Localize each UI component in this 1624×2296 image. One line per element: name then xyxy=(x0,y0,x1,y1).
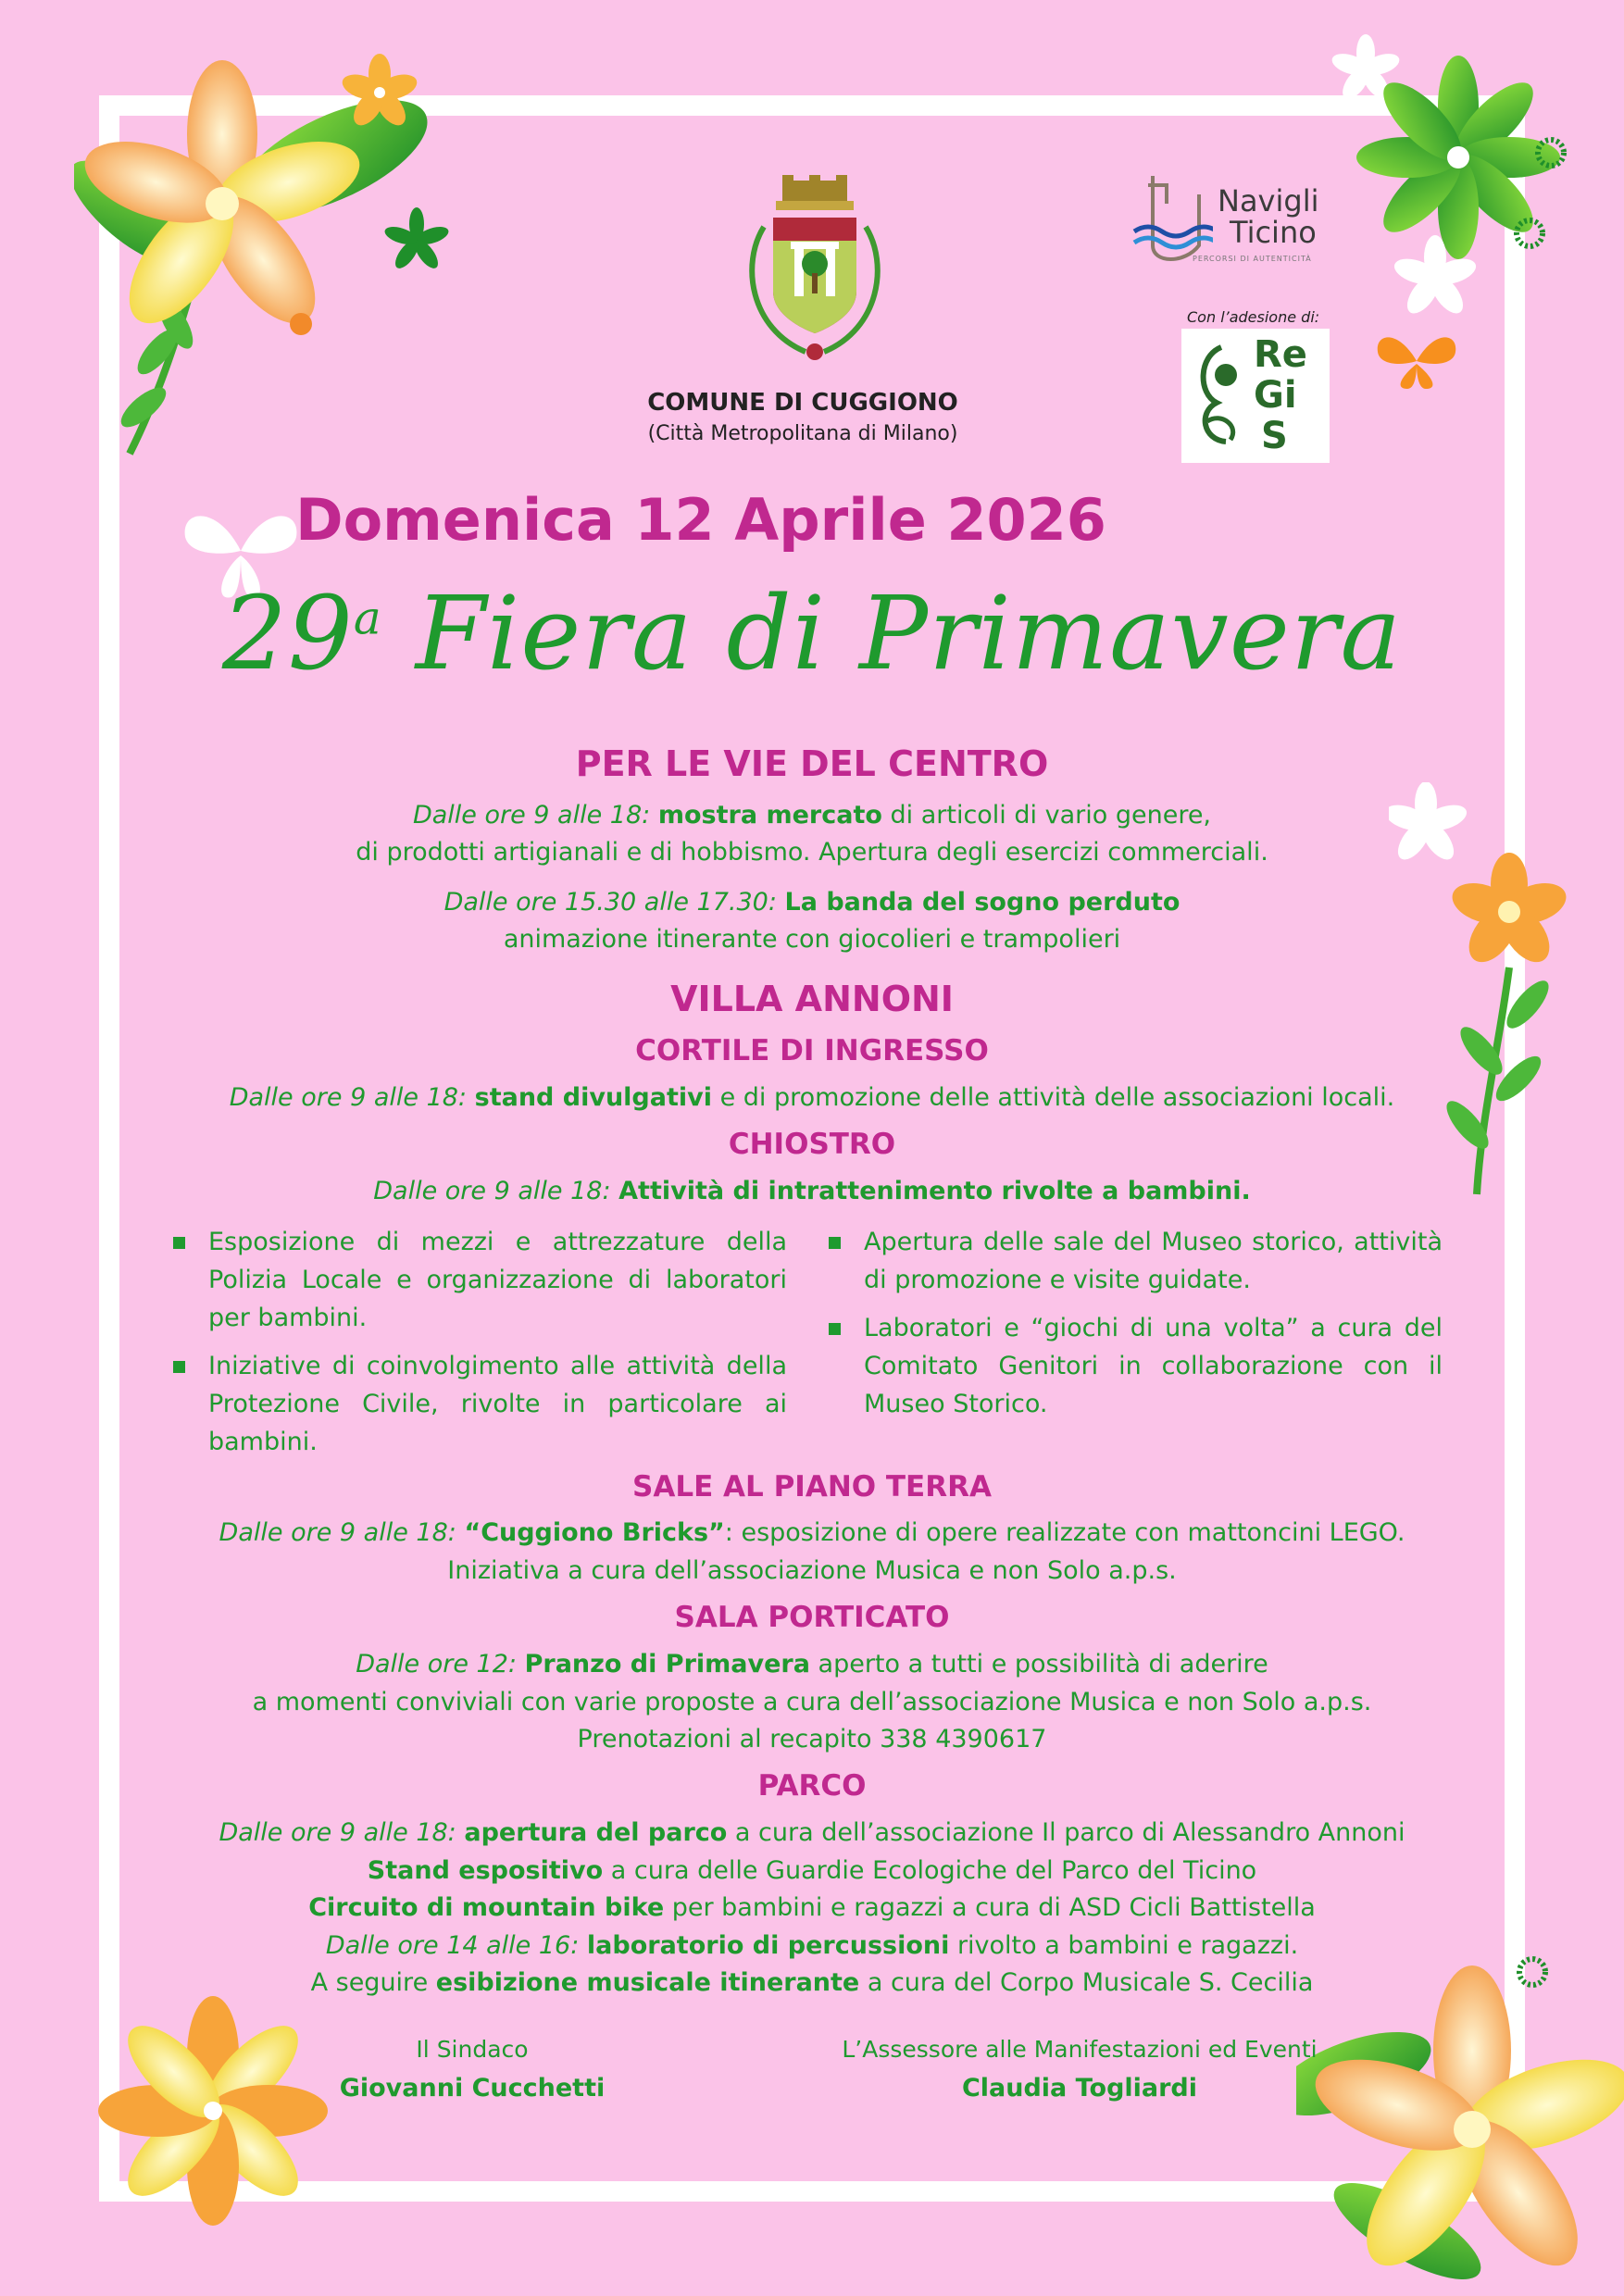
centro-rest-1: di articoli di vario genere, xyxy=(881,801,1212,830)
navigli-ticino-logo xyxy=(1130,167,1352,282)
event-title xyxy=(0,574,1624,693)
centro-line-4: animazione itinerante con giocolieri e trampolieri xyxy=(503,925,1121,954)
flower-top-right-icon xyxy=(1315,28,1611,343)
centro-time-3: Dalle ore 15.30 alle 17.30: xyxy=(443,888,777,917)
porticato-bold: Pranzo di Primavera xyxy=(524,1650,810,1678)
chiostro-time: Dalle ore 9 alle 18: xyxy=(373,1177,611,1205)
parco-line-3 xyxy=(0,1890,1624,1927)
municipality-name: COMUNE DI CUGGIONO xyxy=(647,389,958,417)
bullet-right-2-text: Laboratori e “giochi di una volta” a cura del Comitato Genitori in collaborazione con il Museo Storico. xyxy=(864,1314,1443,1418)
parco-bold-3: Circuito di mountain bike xyxy=(308,1893,665,1922)
chiostro-line xyxy=(0,1173,1624,1210)
bullet-left-2 xyxy=(208,1347,787,1461)
subheading-cortile: CORTILE DI INGRESSO xyxy=(635,1034,989,1067)
bullet-right-2 xyxy=(864,1309,1443,1423)
regis-re: Re xyxy=(1254,333,1307,376)
centro-line-3 xyxy=(0,884,1624,921)
adhesion-label: Con l’adesione di: xyxy=(1187,308,1320,326)
parco-bold-5: esibizione musicale itinerante xyxy=(435,1968,860,1997)
subheading-chiostro: CHIOSTRO xyxy=(728,1128,896,1161)
parco-pre-5: A seguire xyxy=(310,1968,436,1997)
signature-left-role: Il Sindaco xyxy=(416,2036,529,2063)
parco-bold-4: laboratorio di percussioni xyxy=(586,1931,950,1960)
parco-rest-3: per bambini e ragazzi a cura di ASD Cicli Battistella xyxy=(664,1893,1316,1922)
regis-s: S xyxy=(1261,415,1288,457)
cortile-line xyxy=(0,1079,1624,1117)
sale-bold: “Cuggiono Bricks” xyxy=(464,1518,725,1547)
regis-logo xyxy=(1181,329,1330,463)
chiostro-bold: Attività di intrattenimento rivolte a bambini. xyxy=(618,1177,1251,1205)
sale-line-2: Iniziativa a cura dell’associazione Musica e non Solo a.p.s. xyxy=(447,1556,1177,1585)
title-ordinal: a xyxy=(353,591,382,645)
parco-rest-5: a cura del Corpo Musicale S. Cecilia xyxy=(859,1968,1314,1997)
centro-bold-1: mostra mercato xyxy=(657,801,882,830)
ticino-label: Ticino xyxy=(1230,215,1317,250)
navigli-label: Navigli xyxy=(1218,183,1319,218)
subheading-sale: SALE AL PIANO TERRA xyxy=(632,1470,992,1504)
porticato-line-1 xyxy=(0,1646,1624,1683)
porticato-time: Dalle ore 12: xyxy=(356,1650,517,1678)
centro-time-1: Dalle ore 9 alle 18: xyxy=(412,801,651,830)
signature-left-name: Giovanni Cucchetti xyxy=(339,2074,606,2103)
signature-right-role: L’Assessore alle Manifestazioni ed Eventi xyxy=(842,2036,1318,2063)
subheading-parco: PARCO xyxy=(757,1769,867,1803)
event-date: Domenica 12 Aprile 2026 xyxy=(295,486,1106,554)
parco-line-5 xyxy=(0,1965,1624,2002)
navigli-tagline: PERCORSI DI AUTENTICITÀ xyxy=(1193,255,1312,263)
parco-rest-2: a cura delle Guardie Ecologiche del Parco del Ticino xyxy=(603,1856,1257,1885)
bullet-square-icon xyxy=(829,1237,841,1249)
parco-time-1: Dalle ore 9 alle 18: xyxy=(219,1818,456,1847)
parco-rest-4: rivolto a bambini e ragazzi. xyxy=(949,1931,1299,1960)
subheading-porticato: SALA PORTICATO xyxy=(674,1601,950,1634)
sale-time: Dalle ore 9 alle 18: xyxy=(219,1518,456,1547)
cortile-rest: e di promozione delle attività delle associazioni locali. xyxy=(712,1083,1395,1112)
parco-line-2 xyxy=(0,1853,1624,1890)
flower-bottom-left-icon xyxy=(93,1990,333,2231)
regis-gi: Gi xyxy=(1254,374,1297,417)
title-name: Fiera di Primavera xyxy=(415,574,1403,693)
bullet-right-1-text: Apertura delle sale del Museo storico, attività di promozione e visite guidate. xyxy=(864,1228,1443,1294)
cortile-time: Dalle ore 9 alle 18: xyxy=(229,1083,468,1112)
sale-rest: : esposizione di opere realizzate con mattoncini LEGO. xyxy=(724,1518,1405,1547)
section-heading-villa: VILLA ANNONI xyxy=(670,979,954,1019)
parco-bold-1: apertura del parco xyxy=(464,1818,728,1847)
section-heading-centro: PER LE VIE DEL CENTRO xyxy=(575,743,1049,784)
porticato-rest: aperto a tutti e possibilità di aderire xyxy=(809,1650,1268,1678)
bullet-left-2-text: Iniziative di coinvolgimento alle attività della Protezione Civile, rivolte in particolare ai bambini. xyxy=(208,1352,787,1456)
centro-line-1 xyxy=(0,797,1624,834)
bullet-square-icon xyxy=(173,1361,185,1373)
sale-line-1 xyxy=(0,1515,1624,1552)
signature-right-name: Claudia Togliardi xyxy=(961,2074,1198,2103)
porticato-line-2: a momenti conviviali con varie proposte a cura dell’associazione Musica e non Solo a.p.s. xyxy=(252,1688,1372,1716)
porticato-line-3: Prenotazioni al recapito 338 4390617 xyxy=(577,1725,1047,1753)
bullet-left-1-text: Esposizione di mezzi e attrezzature della Polizia Locale e organizzazione di laboratori per bambini. xyxy=(208,1228,787,1332)
regis-emblem-icon xyxy=(1189,338,1254,449)
parco-bold-2: Stand espositivo xyxy=(367,1856,604,1885)
parco-rest-1: a cura dell’associazione Il parco di Alessandro Annoni xyxy=(727,1818,1405,1847)
title-number: 29 xyxy=(221,574,354,693)
bullet-square-icon xyxy=(829,1323,841,1335)
bullet-left-1 xyxy=(208,1223,787,1337)
butterfly-orange-icon xyxy=(1370,329,1463,393)
cortile-bold: stand divulgativi xyxy=(474,1083,712,1112)
coat-of-arms-icon xyxy=(722,171,907,370)
municipality-subtitle: (Città Metropolitana di Milano) xyxy=(647,422,958,445)
parco-line-1 xyxy=(0,1815,1624,1852)
centro-bold-3: La banda del sogno perduto xyxy=(784,888,1181,917)
parco-time-4: Dalle ore 14 alle 16: xyxy=(325,1931,580,1960)
bullet-square-icon xyxy=(173,1237,185,1249)
bullet-right-1 xyxy=(864,1223,1443,1299)
parco-line-4 xyxy=(0,1928,1624,1965)
centro-line-2: di prodotti artigianali e di hobbismo. Apertura degli esercizi commerciali. xyxy=(356,838,1268,867)
